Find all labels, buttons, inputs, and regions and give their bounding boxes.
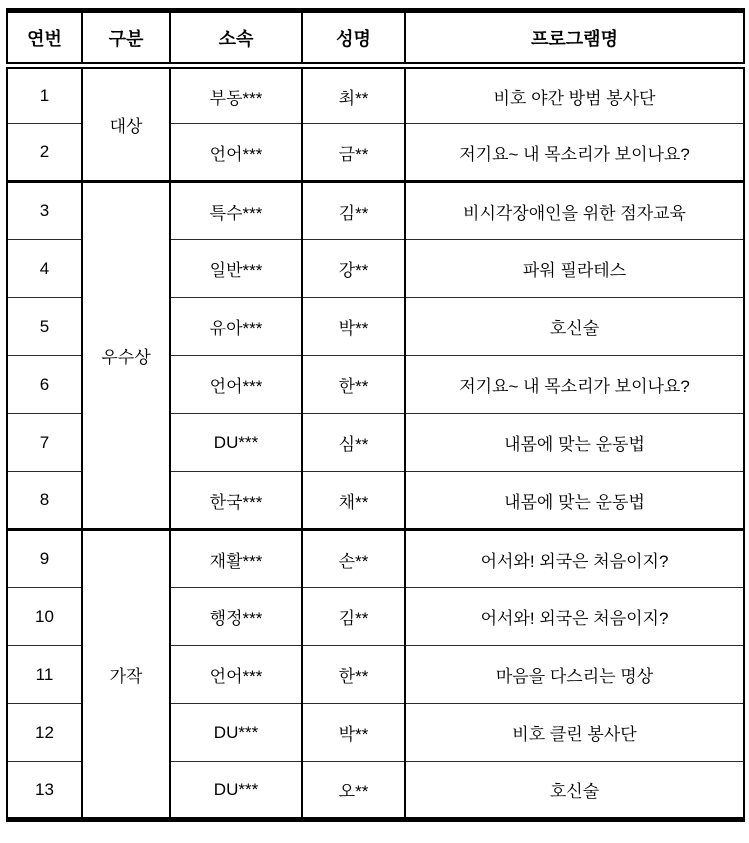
cell-name: 김**: [302, 182, 405, 240]
cell-program: 비호 클린 봉사단: [405, 704, 744, 762]
cell-no: 1: [7, 66, 82, 124]
cell-name: 심**: [302, 414, 405, 472]
col-header-affiliation: 소속: [170, 11, 302, 66]
cell-name: 박**: [302, 704, 405, 762]
cell-name: 한**: [302, 646, 405, 704]
cell-affiliation: 한국***: [170, 472, 302, 530]
cell-no: 12: [7, 704, 82, 762]
table-row: [7, 66, 744, 124]
cell-affiliation: 일반***: [170, 240, 302, 298]
cell-no: 8: [7, 472, 82, 530]
cell-program: 비시각장애인을 위한 점자교육: [405, 182, 744, 240]
cell-program: 내몸에 맞는 운동법: [405, 414, 744, 472]
cell-program: 어서와! 외국은 처음이지?: [405, 588, 744, 646]
cell-affiliation: 재활***: [170, 530, 302, 588]
cell-no: 13: [7, 762, 82, 820]
cell-program: 마음을 다스리는 명상: [405, 646, 744, 704]
cell-no: 11: [7, 646, 82, 704]
cell-category: 가작: [82, 530, 170, 820]
cell-affiliation: 언어***: [170, 646, 302, 704]
cell-program: 비호 야간 방범 봉사단: [405, 66, 744, 124]
cell-name: 채**: [302, 472, 405, 530]
cell-name: 박**: [302, 298, 405, 356]
cell-name: 최**: [302, 66, 405, 124]
cell-program: 저기요~ 내 목소리가 보이나요?: [405, 356, 744, 414]
cell-category: 우수상: [82, 182, 170, 530]
cell-name: 금**: [302, 124, 405, 182]
cell-affiliation: 언어***: [170, 356, 302, 414]
col-header-program: 프로그램명: [405, 11, 744, 66]
cell-affiliation: 언어***: [170, 124, 302, 182]
cell-no: 3: [7, 182, 82, 240]
cell-program: 파워 필라테스: [405, 240, 744, 298]
cell-name: 오**: [302, 762, 405, 820]
cell-affiliation: DU***: [170, 414, 302, 472]
table-header: [7, 11, 744, 66]
cell-program: 호신술: [405, 762, 744, 820]
table-row: [7, 530, 744, 588]
cell-name: 강**: [302, 240, 405, 298]
cell-affiliation: 행정***: [170, 588, 302, 646]
cell-no: 2: [7, 124, 82, 182]
cell-affiliation: 특수***: [170, 182, 302, 240]
cell-no: 5: [7, 298, 82, 356]
cell-name: 김**: [302, 588, 405, 646]
table-body: [7, 66, 744, 820]
cell-no: 4: [7, 240, 82, 298]
table-row: [7, 182, 744, 240]
awards-table: [6, 8, 745, 822]
cell-name: 한**: [302, 356, 405, 414]
cell-affiliation: 부동***: [170, 66, 302, 124]
header-row: [7, 11, 744, 66]
cell-affiliation: DU***: [170, 704, 302, 762]
cell-no: 7: [7, 414, 82, 472]
cell-no: 6: [7, 356, 82, 414]
cell-program: 어서와! 외국은 처음이지?: [405, 530, 744, 588]
col-header-name: 성명: [302, 11, 405, 66]
cell-no: 10: [7, 588, 82, 646]
cell-no: 9: [7, 530, 82, 588]
col-header-category: 구분: [82, 11, 170, 66]
cell-program: 내몸에 맞는 운동법: [405, 472, 744, 530]
cell-affiliation: DU***: [170, 762, 302, 820]
cell-program: 호신술: [405, 298, 744, 356]
cell-name: 손**: [302, 530, 405, 588]
cell-category: 대상: [82, 66, 170, 182]
col-header-no: 연번: [7, 11, 82, 66]
cell-affiliation: 유아***: [170, 298, 302, 356]
cell-program: 저기요~ 내 목소리가 보이나요?: [405, 124, 744, 182]
